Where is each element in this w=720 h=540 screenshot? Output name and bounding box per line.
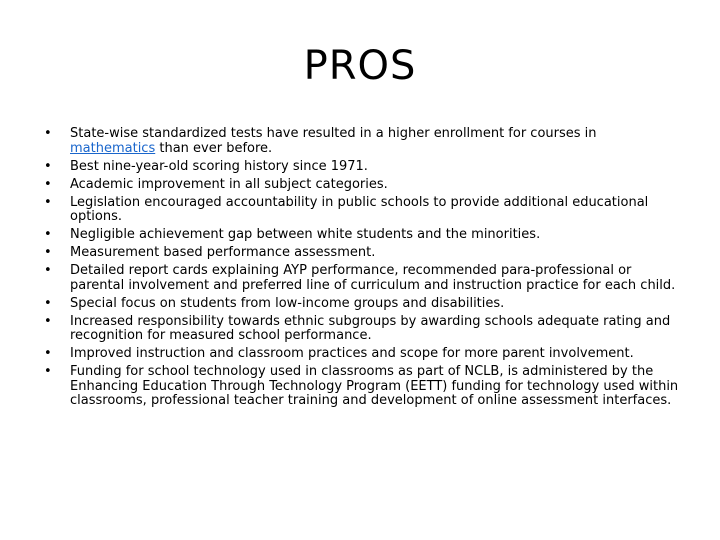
bullet-text: Funding for school technology used in classrooms as part of NCLB, is administered by the Enhancing Education Through Technology Program (EETT) funding for technology used within classrooms, professional teacher training and development of online assessment interfaces. — [70, 364, 679, 408]
bullet-text: Increased responsibility towards ethnic subgroups by awarding schools adequate rating and recognition for measured school performance. — [70, 313, 671, 343]
bullet-icon: • — [44, 126, 52, 141]
bullet-icon: • — [44, 313, 52, 329]
bullet-item — [44, 196, 684, 225]
bullet-text: Measurement based performance assessment. — [70, 245, 376, 260]
bullet-list — [44, 127, 684, 412]
bullet-item — [44, 246, 684, 261]
slide-title: PROS — [303, 43, 417, 89]
bullet-icon: • — [44, 346, 52, 361]
bullet-text: Best nine-year-old scoring history since 1971. — [70, 158, 368, 174]
bullet-icon: • — [44, 176, 52, 192]
bullet-icon: • — [44, 158, 52, 174]
bullet-item — [44, 127, 684, 156]
bullet-item — [44, 365, 684, 409]
bullet-text: Special focus on students from low-income groups and disabilities. — [70, 295, 505, 311]
bullet-icon: • — [44, 364, 52, 379]
bullet-text: Academic improvement in all subject categories. — [70, 176, 388, 192]
bullet-item — [44, 315, 684, 344]
bullet-icon: • — [44, 194, 52, 210]
bullet-text: Negligible achievement gap between white students and the minorities. — [70, 227, 541, 242]
bullet-item — [44, 347, 684, 362]
bullet-text: Legislation encouraged accountability in public schools to provide additional educational options. — [70, 194, 649, 224]
bullet-item — [44, 160, 684, 175]
bullet-icon: • — [44, 227, 52, 242]
bullet-icon: • — [44, 295, 52, 311]
bullet-icon: • — [44, 245, 52, 260]
bullet-icon: • — [44, 263, 52, 278]
bullet-item — [44, 178, 684, 193]
bullet-text-start: State-wise standardized tests have resulted in a higher enrollment for courses in — [70, 126, 597, 141]
bullet-text: Improved instruction and classroom practices and scope for more parent involvement. — [70, 346, 634, 361]
bullet-text-end: than ever before. — [155, 140, 273, 156]
bullet-item — [44, 264, 684, 293]
mathematics-link[interactable]: mathematics — [70, 140, 156, 156]
bullet-item — [44, 228, 684, 243]
bullet-text: Detailed report cards explaining AYP performance, recommended para-professional or parental involvement and preferred line of curriculum and instruction practice for each child. — [70, 263, 676, 293]
bullet-item — [44, 297, 684, 312]
